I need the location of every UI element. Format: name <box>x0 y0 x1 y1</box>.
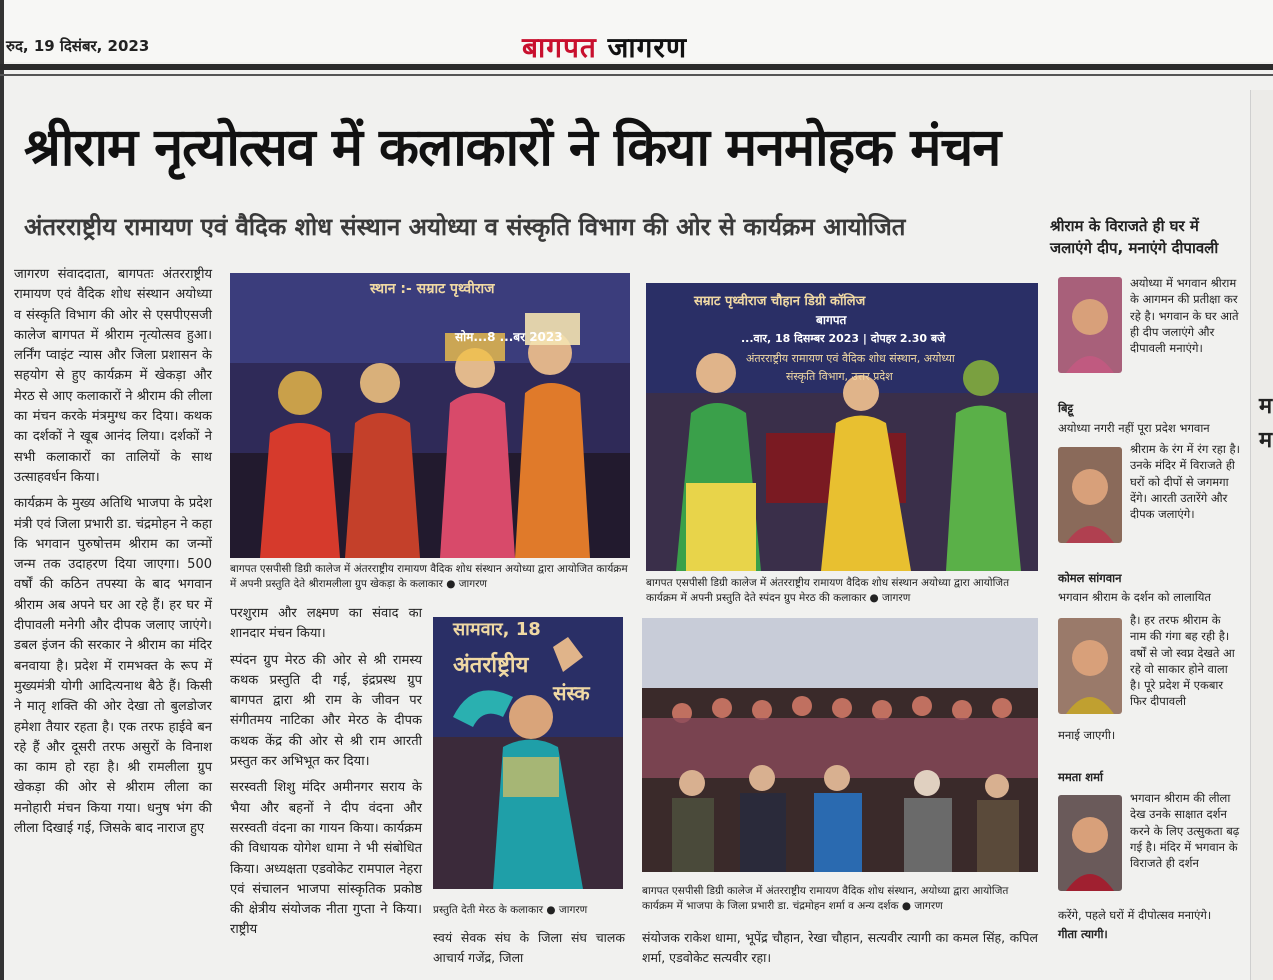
quote-author: गीता त्यागी। <box>1058 927 1108 941</box>
quote-author: बिट्टू <box>1058 401 1074 415</box>
adjacent-page-letter: म <box>1259 428 1273 453</box>
banner-text: स्थान :- सम्राट पृथ्वीराज <box>370 281 495 297</box>
paragraph: स्पंदन ग्रुप मेरठ की ओर से श्री रामस्य कथक प्रस्तुति दी गई, इंद्रप्रस्थ ग्रुप बागपत द्वारा श्री राम के जीवन पर संगीतमय नाटिका और मेरठ के दीपक कथक केंद्र की ओर से श्री राम आरती प्रस्तुत कर अभिभूत कर दिया। <box>230 652 422 770</box>
photo-caption: बागपत एसपीसी डिग्री कालेज में अंतरराष्ट्रीय रामायण वैदिक शोध संस्थान, अयोध्या द्वारा आयोजित कार्यक्रम में भाजपा के जिला प्रभारी डा. चंद्रमोहन शर्मा व अन्य दर्शक ● जागरण <box>642 885 1009 912</box>
masthead-rule-thin <box>0 74 1273 76</box>
headline: श्रीराम नृत्योत्सव में कलाकारों ने किया मनमोहक मंचन <box>24 118 1001 178</box>
quote-text: भगवान श्रीराम की लीला देख उनके साक्षात दर्शन करने के लिए उत्सुकता बढ़ गई है। मंदिर में भगवान के विराजते ही दर्शन <box>1130 791 1240 871</box>
photo-kathak-dancer <box>433 617 623 889</box>
quote-author: ममता शर्मा <box>1058 770 1103 784</box>
quote-intro: अयोध्या नगरी नहीं पूरा प्रदेश भगवान <box>1058 421 1210 435</box>
masthead-city: बागपत <box>522 31 597 64</box>
banner-text: सम्राट पृथ्वीराज चौहान डिग्री कॉलिज <box>694 294 866 309</box>
article-continuation: संयोजक राकेश धामा, भूपेंद्र चौहान, रेखा चौहान, सत्यवीर त्यागी का कमल सिंह, कपिल शर्मा, एडवोकेट सत्यवीर रहा। <box>642 930 1038 966</box>
quote-intro: भगवान श्रीराम के दर्शन को लालायित <box>1058 590 1211 604</box>
avatar <box>1058 795 1122 891</box>
quote-author: कोमल सांगवान <box>1058 571 1122 585</box>
sidebar-box <box>1050 215 1240 975</box>
avatar <box>1058 447 1122 543</box>
masthead-rule <box>0 64 1273 70</box>
quote-text: मनाई जाएगी। <box>1058 728 1116 742</box>
banner-text: ...वार, 18 दिसम्बर 2023 | दोपहर 2.30 बजे <box>741 332 946 345</box>
banner-text: संस्क <box>553 681 590 705</box>
photo-ramlila-group <box>230 273 630 558</box>
quote-text: श्रीराम के रंग में रंग रहा है। उनके मंदिर में विराजते ही घरों को दीपों से जगमगा देंगे। आरती उतारेंगे और दीपक जलाएंगे। <box>1130 442 1240 522</box>
quote-text: अयोध्या में भगवान श्रीराम के आगमन की प्रतीक्षा कर रहे है। भगवान के घर आते ही दीप जलाएंगे और दीपावली मनाएंगे। <box>1130 276 1239 356</box>
banner-text: अंतर्राष्ट्रीय <box>453 653 529 678</box>
banner-text: संस्कृति विभाग, उत्तर प्रदेश <box>786 370 893 383</box>
masthead-brand: जागरण <box>607 31 688 64</box>
photo-audience <box>642 618 1038 872</box>
photo-spandan-group <box>646 283 1038 571</box>
photo-caption: बागपत एसपीसी डिग्री कालेज में अंतरराष्ट्रीय रामायण वैदिक शोध संस्थान अयोध्या द्वारा आयोजित कार्यक्रम में अपनी प्रस्तुति देते स्पंदन ग्रुप मेरठ की कलाकार ● जागरण <box>646 577 1010 604</box>
quote-text: करेंगे, पहले घरों में दीपोत्सव मनाएंगे। <box>1058 908 1212 922</box>
adjacent-page-edge <box>1250 90 1273 980</box>
article-column-2 <box>230 604 422 947</box>
banner-text: बागपत <box>816 313 847 327</box>
photo-caption: प्रस्तुति देती मेरठ के कलाकार ● जागरण <box>433 904 588 916</box>
subheadline: अंतरराष्ट्रीय रामायण एवं वैदिक शोध संस्थान अयोध्या व संस्कृति विभाग की ओर से कार्यक्रम आयोजित <box>24 213 906 241</box>
avatar <box>1058 618 1122 714</box>
sidebar-title: जलाएंगे दीप, मनाएंगे दीपावली <box>1050 239 1219 257</box>
banner-text: सोम...8 ...बर 2023 <box>455 330 563 344</box>
article-column-1 <box>14 265 212 845</box>
paragraph: सरस्वती शिशु मंदिर अमीनगर सराय के भैया और बहनों ने दीप वंदना और सरस्वती वंदना का गायन किया। कार्यक्रम की विधायक योगेश धामा ने भी संबोधित किया। अध्यक्षता एडवोकेट रामपाल नेहरा एवं संचालन भाजपा सांस्कृतिक प्रकोष्ठ की क्षेत्रीय संयोजक नीता गुप्ता ने किया। राष्ट्रीय <box>230 780 422 938</box>
issue-date: रुद, 19 दिसंबर, 2023 <box>6 37 150 55</box>
sidebar-title: श्रीराम के विराजते ही घर में <box>1050 217 1199 235</box>
paragraph: जागरण संवाददाता, बागपतः अंतरराष्ट्रीय रामायण एवं वैदिक शोध संस्थान अयोध्या व संस्कृति विभाग की ओर से एसपीएसजी कालेज बागपत में श्रीराम नृत्योत्सव हुआ। लर्निंग प्वाइंट न्यास और जिला प्रशासन के सहयोग से हुए कार्यक्रम में खेकड़ा और मेरठ से आए कलाकारों ने श्रीराम की लीला का मंचन करके मंत्रमुग्ध कर दिया। कथक का दर्शकों ने खूब आनंद लिया। दर्शकों ने सभी कलाकारों का तालियों के साथ उत्साहवर्धन किया। <box>14 267 212 485</box>
banner-text: सामवार, 18 <box>453 619 541 640</box>
quote-text: है। हर तरफ श्रीराम के नाम की गंगा बह रही है। वर्षों से जो स्वप्न देखते आ रहे वो साकार होने वाला है। पूरे प्रदेश में एकबार फिर दीपावली <box>1130 613 1235 709</box>
article-continuation: स्वयं सेवक संघ के जिला संघ चालक आचार्य गजेंद्र, जिला <box>433 930 625 966</box>
avatar <box>1058 277 1122 373</box>
left-edge-shadow <box>0 0 4 980</box>
photo-caption: बागपत एसपीसी डिग्री कालेज में अंतरराष्ट्रीय रामायण वैदिक शोध संस्थान अयोध्या द्वारा आयोजित कार्यक्रम में अपनी प्रस्तुति देते श्रीरामलीला ग्रुप खेकड़ा के कलाकार ● जागरण <box>230 563 628 590</box>
adjacent-page-letter: म <box>1259 394 1273 419</box>
masthead <box>522 28 687 66</box>
paragraph: परशुराम और लक्ष्मण का संवाद का शानदार मंचन किया। <box>230 606 422 642</box>
paragraph: कार्यक्रम के मुख्य अतिथि भाजपा के प्रदेश मंत्री एवं जिला प्रभारी डा. चंद्रमोहन ने कहा कि भगवान पुरुषोत्तम श्रीराम का जन्मों जन्म तक उदाहरण दिया जाएगा। 500 वर्षों की कठिन तपस्या के बाद भगवान श्रीराम अब अपने घर आ रहे हैं। हर घर में दीपावली मनेगी और दीपक जलाए जाएंगे। डबल इंजन की सरकार ने श्रीराम का मंदिर बनवाया है। प्रदेश में रामभक्त के रूप में मुख्यमंत्री योगी आदित्यनाथ बैठे हैं। किसी ने मातृ शक्ति की ओर देखा तो बुलडोजर हमेशा तैयार रहता है। एक तरफ हाईवे बन रहे हैं और दूसरी तरफ असुरों के विनाश का काम हो रहा है। श्री रामलीला ग्रुप खेकड़ा की ओर से श्रीराम लीला का मनोहारी मंचन किया गया। धनुष भंग की लीला दिखाई गई, जिसके बाद नाराज हुए <box>14 496 212 837</box>
banner-text: अंतरराष्ट्रीय रामायण एवं वैदिक शोध संस्थान, अयोध्या <box>746 352 955 365</box>
